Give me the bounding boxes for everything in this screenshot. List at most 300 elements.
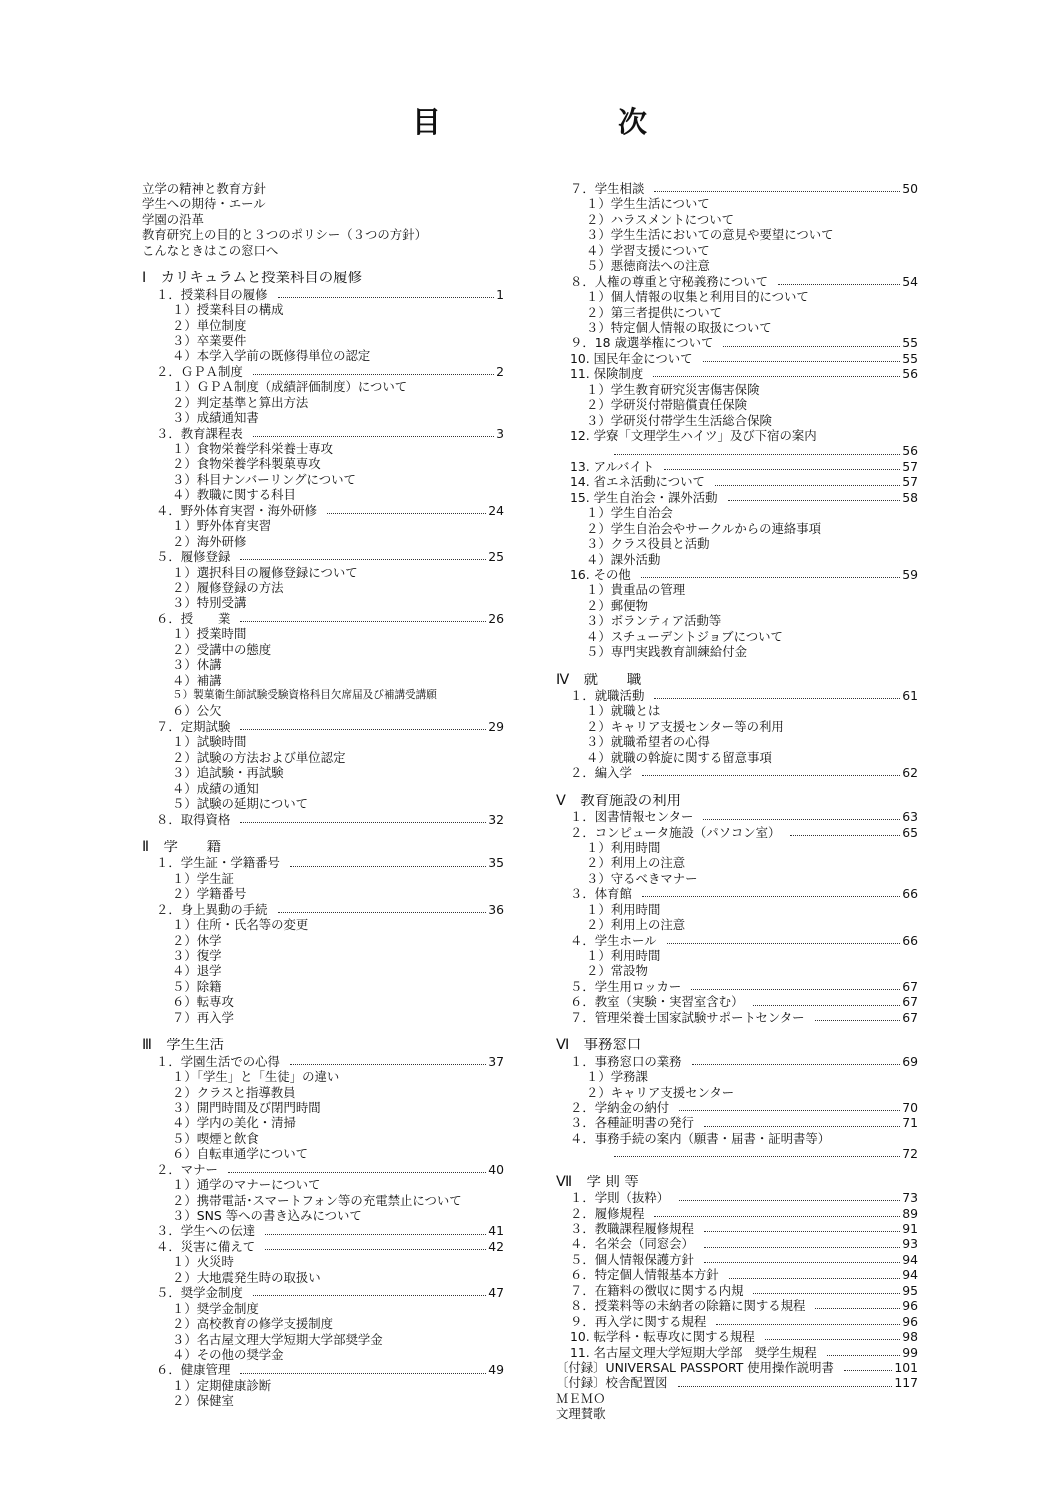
toc-subentry[interactable] (142, 580, 504, 595)
toc-entry-label: ２．履修規程 (570, 1205, 645, 1221)
toc-entry[interactable] (556, 1221, 918, 1236)
toc-subentry[interactable] (556, 397, 918, 412)
toc-entry-label: ７．定期試験 (156, 718, 231, 734)
toc-entry-label: 10. 国民年金について (570, 350, 693, 366)
dot-leader (240, 822, 486, 823)
toc-entry[interactable] (142, 549, 504, 564)
toc-entry-label: ３）就職希望者の心得 (586, 734, 710, 750)
dot-leader (290, 1064, 486, 1065)
toc-entry-label: ２）高校教育の修学支援制度 (172, 1316, 334, 1332)
toc-section-heading[interactable] (142, 840, 504, 855)
toc-subentry[interactable] (142, 1316, 504, 1331)
toc-entry-label: ３）休講 (172, 657, 222, 673)
toc-entry-label: 学園の沿革 (142, 211, 204, 227)
toc-page-number: 62 (902, 765, 918, 781)
toc-subentry[interactable] (142, 688, 504, 703)
toc-entry[interactable] (142, 426, 504, 441)
toc-entry[interactable] (556, 428, 918, 443)
toc-subentry[interactable] (556, 243, 918, 258)
toc-subentry[interactable] (142, 1254, 504, 1269)
toc-entry[interactable] (142, 611, 504, 626)
toc-subentry[interactable] (142, 994, 504, 1009)
toc-subentry[interactable] (142, 1332, 504, 1347)
toc-entry-label: ３．学生への伝達 (156, 1223, 256, 1239)
toc-subentry[interactable] (142, 1270, 504, 1285)
toc-subentry[interactable] (142, 871, 504, 886)
toc-entry[interactable] (556, 979, 918, 994)
toc-subentry[interactable] (142, 379, 504, 394)
toc-entry-label: ２）学研災付帯賠償責任保険 (586, 397, 748, 413)
toc-entry[interactable] (556, 567, 918, 582)
dot-leader (642, 775, 900, 776)
toc-page-number: 72 (902, 1146, 918, 1162)
toc-entry[interactable] (142, 1223, 504, 1238)
toc-entry-label: １）選択科目の履修登録について (172, 564, 358, 580)
toc-entry-label: ２）学籍番号 (172, 886, 247, 902)
toc-entry[interactable] (556, 1252, 918, 1267)
toc-subentry[interactable] (556, 289, 918, 304)
toc-page-number: 56 (902, 443, 918, 459)
toc-entry[interactable] (142, 243, 504, 258)
toc-leader-continuation[interactable] (556, 1146, 918, 1161)
toc-subentry[interactable] (142, 333, 504, 348)
toc-entry-label: １）定期健康診断 (172, 1377, 272, 1393)
toc-subentry[interactable] (142, 750, 504, 765)
toc-entry[interactable] (556, 1345, 918, 1360)
toc-entry-label: １．学則（抜粋） (570, 1190, 670, 1206)
toc-entry[interactable] (556, 688, 918, 703)
section-spacer (556, 781, 918, 794)
dot-leader (253, 1295, 486, 1296)
toc-subentry[interactable] (142, 979, 504, 994)
toc-leader-continuation[interactable] (556, 443, 918, 458)
toc-subentry[interactable] (142, 348, 504, 363)
toc-entry-label: ３）ボランティア活動等 (586, 613, 722, 629)
toc-subentry[interactable] (142, 933, 504, 948)
toc-page-number: 99 (902, 1344, 918, 1360)
toc-subentry[interactable] (556, 196, 918, 211)
toc-entry[interactable] (556, 1375, 918, 1390)
toc-entry-label: ２）試験の方法および単位認定 (172, 749, 346, 765)
toc-subentry[interactable] (142, 1393, 504, 1408)
toc-entry-label: ６．授 業 (156, 610, 231, 626)
toc-entry-label: ２）キャリア支援センター等の利用 (586, 718, 784, 734)
toc-entry-label: ４）課外活動 (586, 551, 661, 567)
title-char-right: 次 (618, 105, 648, 139)
toc-subentry[interactable] (142, 1131, 504, 1146)
toc-entry-label: 12. 学寮「文理学生ハイツ」及び下宿の案内 (570, 428, 817, 443)
toc-subentry[interactable] (142, 487, 504, 502)
toc-entry-label: １）通学のマナーについて (172, 1177, 321, 1193)
toc-entry[interactable] (556, 181, 918, 196)
toc-entry-label: ９．18 歳選挙権について (570, 335, 714, 351)
toc-entry-label: ７）再入学 (172, 1009, 234, 1025)
toc-page-number: 41 (488, 1223, 504, 1239)
toc-subentry[interactable] (556, 413, 918, 428)
dot-leader (290, 866, 486, 867)
toc-entry[interactable] (556, 825, 918, 840)
toc-subentry[interactable] (142, 886, 504, 901)
dot-leader (265, 1234, 486, 1235)
toc-entry[interactable] (556, 1360, 918, 1375)
toc-subentry[interactable] (556, 644, 918, 659)
toc-entry-label: ４）学習支援について (586, 242, 710, 258)
toc-subentry[interactable] (556, 855, 918, 870)
toc-subentry[interactable] (556, 598, 918, 613)
toc-page-number: 93 (902, 1236, 918, 1252)
toc-left-column (142, 181, 504, 1409)
toc-subentry[interactable] (142, 796, 504, 811)
toc-page-number: 37 (488, 1053, 504, 1069)
toc-subentry[interactable] (142, 534, 504, 549)
toc-entry-label: 16. その他 (570, 566, 631, 582)
toc-entry[interactable] (556, 490, 918, 505)
toc-subentry[interactable] (556, 1085, 918, 1100)
toc-entry-label: １．事務窓口の業務 (570, 1053, 682, 1069)
toc-subentry[interactable] (142, 472, 504, 487)
toc-entry-label: ２）ハラスメントについて (586, 211, 735, 227)
toc-entry[interactable] (556, 1314, 918, 1329)
toc-entry-label: ６．教室（実験・実習室含む） (570, 994, 744, 1010)
toc-entry[interactable] (142, 855, 504, 870)
toc-entry-label: ２）履修登録の方法 (172, 579, 284, 595)
toc-entry-label: ３）復学 (172, 948, 222, 963)
toc-subentry[interactable] (556, 382, 918, 397)
toc-entry[interactable] (556, 1298, 918, 1313)
toc-subentry[interactable] (142, 302, 504, 317)
dot-leader (265, 1249, 486, 1250)
toc-subentry[interactable] (142, 673, 504, 688)
toc-entry[interactable] (556, 459, 918, 474)
dot-leader (654, 1216, 900, 1217)
toc-subentry[interactable] (142, 642, 504, 657)
toc-entry[interactable] (556, 1010, 918, 1025)
toc-subentry[interactable] (142, 1085, 504, 1100)
toc-entry-label: ４．野外体育実習・海外研修 (156, 502, 318, 518)
toc-entry-label: ３）特別受講 (172, 595, 247, 611)
toc-entry[interactable] (556, 1267, 918, 1282)
toc-subentry[interactable] (556, 750, 918, 765)
section-spacer (142, 827, 504, 840)
toc-subentry[interactable] (142, 1378, 504, 1393)
dot-leader (253, 436, 494, 437)
toc-entry-label: ５）製菓衛生師試験受験資格科目欠席届及び補講受講願 (172, 689, 437, 701)
toc-page-number: 49 (488, 1362, 504, 1378)
toc-entry-label: ４．事務手続の案内（願書・届書・証明書等） (570, 1130, 831, 1146)
dot-leader (654, 191, 900, 192)
toc-page-number: 56 (902, 366, 918, 382)
dot-leader (703, 819, 900, 820)
toc-entry-label: １）住所・氏名等の変更 (172, 917, 309, 933)
toc-entry[interactable] (556, 1131, 918, 1146)
toc-page-number: 36 (488, 901, 504, 917)
toc-entry-label: 〔付録〕UNIVERSAL PASSPORT 使用操作説明書 (556, 1359, 834, 1375)
toc-subentry[interactable] (142, 703, 504, 718)
toc-entry[interactable] (556, 274, 918, 289)
toc-page-number: 69 (902, 1053, 918, 1069)
toc-subentry[interactable] (556, 871, 918, 886)
toc-entry-label: Ⅲ 学生生活 (142, 1038, 224, 1054)
toc-entry-label: １）貴重品の管理 (586, 582, 686, 598)
dot-leader (765, 1339, 900, 1340)
toc-entry-label: ７．管理栄養士国家試験サポートセンター (570, 1009, 805, 1025)
toc-entry-label: こんなときはこの窓口へ (142, 242, 279, 258)
toc-subentry[interactable] (556, 703, 918, 718)
toc-page-number: 25 (488, 549, 504, 565)
toc-subentry[interactable] (142, 595, 504, 610)
toc-entry-label: ２）判定基準と算出方法 (172, 394, 309, 410)
toc-entry-label: ２）海外研修 (172, 533, 247, 549)
toc-subentry[interactable] (142, 917, 504, 932)
toc-entry[interactable] (556, 933, 918, 948)
toc-subentry[interactable] (142, 1208, 504, 1223)
toc-entry[interactable] (556, 1406, 918, 1421)
dot-leader (815, 1308, 900, 1309)
toc-entry[interactable] (142, 196, 504, 211)
toc-subentry[interactable] (556, 227, 918, 242)
dot-leader (653, 376, 900, 377)
toc-entry[interactable] (142, 902, 504, 917)
toc-entry[interactable] (142, 227, 504, 242)
toc-subentry[interactable] (556, 521, 918, 536)
toc-subentry[interactable] (556, 963, 918, 978)
toc-subentry[interactable] (142, 781, 504, 796)
toc-entry[interactable] (142, 1285, 504, 1300)
toc-subentry[interactable] (142, 456, 504, 471)
toc-subentry[interactable] (556, 734, 918, 749)
dot-leader (691, 989, 900, 990)
toc-entry-label: Ⅶ 学 則 等 (556, 1174, 639, 1190)
toc-entry-label: １）学務課 (586, 1069, 648, 1085)
title-char-left: 目 (412, 105, 442, 139)
dot-leader (723, 346, 900, 347)
toc-section-heading[interactable] (556, 673, 918, 688)
toc-subentry[interactable] (556, 719, 918, 734)
toc-entry-label: ２）保健室 (172, 1393, 234, 1409)
toc-subentry[interactable] (556, 258, 918, 273)
toc-entry-label: ３）守るべきマナー (586, 870, 698, 886)
dot-leader (679, 1110, 900, 1111)
toc-entry[interactable] (556, 1391, 918, 1406)
toc-subentry[interactable] (142, 1100, 504, 1115)
toc-subentry[interactable] (556, 552, 918, 567)
toc-entry-label: ２）キャリア支援センター (586, 1084, 735, 1100)
toc-subentry[interactable] (556, 902, 918, 917)
toc-entry[interactable] (142, 1162, 504, 1177)
toc-subentry[interactable] (142, 395, 504, 410)
toc-page-number: 50 (902, 181, 918, 196)
toc-subentry[interactable] (556, 948, 918, 963)
toc-subentry[interactable] (142, 1010, 504, 1025)
toc-entry[interactable] (142, 1239, 504, 1254)
toc-entry-label: ３）学研災付帯学生生活総合保険 (586, 412, 772, 428)
toc-subentry[interactable] (556, 305, 918, 320)
toc-entry[interactable] (142, 287, 504, 302)
toc-entry[interactable] (556, 1283, 918, 1298)
toc-entry-label: ５）除籍 (172, 978, 222, 994)
toc-subentry[interactable] (142, 318, 504, 333)
toc-entry-label: ３）卒業要件 (172, 332, 247, 348)
toc-entry[interactable] (142, 503, 504, 518)
toc-subentry[interactable] (556, 613, 918, 628)
toc-subentry[interactable] (142, 1069, 504, 1084)
toc-subentry[interactable] (142, 734, 504, 749)
toc-subentry[interactable] (556, 212, 918, 227)
toc-entry-label: ４）その他の奨学金 (172, 1346, 284, 1362)
toc-entry-label: ２）食物栄養学科製菓専攻 (172, 456, 321, 472)
toc-entry[interactable] (142, 181, 504, 196)
toc-entry[interactable] (556, 1206, 918, 1221)
toc-entry-label: ３）開門時間及び閉門時間 (172, 1099, 321, 1115)
toc-subentry[interactable] (556, 320, 918, 335)
toc-subentry[interactable] (556, 629, 918, 644)
toc-subentry[interactable] (142, 1301, 504, 1316)
toc-entry-label: ３）成績通知書 (172, 410, 259, 426)
toc-entry-label: ９．再入学に関する規程 (570, 1313, 707, 1329)
toc-section-heading[interactable] (556, 1175, 918, 1190)
toc-entry-label: ２）利用上の注意 (586, 917, 686, 933)
toc-entry[interactable] (556, 809, 918, 824)
toc-subentry[interactable] (142, 948, 504, 963)
toc-page-number: 66 (902, 932, 918, 948)
toc-entry-label: ２）受講中の態度 (172, 641, 272, 657)
toc-entry[interactable] (142, 212, 504, 227)
toc-subentry[interactable] (142, 657, 504, 672)
dot-leader (844, 1370, 892, 1371)
toc-entry-label: ２．ＧＰＡ制度 (156, 363, 243, 379)
dot-leader (753, 1293, 900, 1294)
toc-entry-label: ８．人権の尊重と守秘義務について (570, 273, 769, 289)
toc-entry[interactable] (556, 886, 918, 901)
dot-leader (228, 1172, 486, 1173)
toc-entry-label: ５）専門実践教育訓練給付金 (586, 644, 748, 660)
toc-page-number: 67 (902, 1009, 918, 1025)
toc-subentry[interactable] (142, 441, 504, 456)
toc-entry[interactable] (142, 812, 504, 827)
toc-entry[interactable] (556, 351, 918, 366)
toc-entry-label: １）野外体育実習 (172, 518, 272, 534)
section-spacer (142, 258, 504, 271)
toc-entry[interactable] (142, 364, 504, 379)
toc-entry-label: 11. 保険制度 (570, 366, 644, 382)
toc-page-number: 55 (902, 335, 918, 351)
dot-leader (692, 1064, 901, 1065)
toc-entry[interactable] (556, 994, 918, 1009)
section-spacer (556, 1162, 918, 1175)
toc-page-number: 95 (902, 1282, 918, 1298)
toc-subentry[interactable] (556, 840, 918, 855)
toc-subentry[interactable] (556, 1069, 918, 1084)
toc-subentry[interactable] (142, 518, 504, 533)
toc-page-number: 73 (902, 1190, 918, 1206)
toc-section-heading[interactable] (142, 1038, 504, 1053)
toc-page-number: 40 (488, 1161, 504, 1177)
dot-leader (327, 513, 486, 514)
toc-subentry[interactable] (142, 1177, 504, 1192)
toc-entry-label: １）利用時間 (586, 839, 661, 855)
toc-subentry[interactable] (142, 1146, 504, 1161)
toc-entry[interactable] (142, 1054, 504, 1069)
toc-entry-label: ２）携帯電話･スマートフォン等の充電禁止について (172, 1192, 462, 1208)
toc-entry-label: １）利用時間 (586, 948, 661, 963)
toc-entry[interactable] (556, 1329, 918, 1344)
toc-page-number: 91 (902, 1221, 918, 1236)
toc-subentry[interactable] (142, 963, 504, 978)
toc-entry-label: ２．コンピュータ施設（パソコン室） (570, 824, 781, 840)
toc-entry[interactable] (556, 1100, 918, 1115)
toc-entry-label: ７．在籍料の徴収に関する内規 (570, 1282, 744, 1298)
toc-entry-label: １）学生教育研究災害傷害保険 (586, 381, 760, 397)
toc-page-number: 55 (902, 350, 918, 366)
toc-subentry[interactable] (556, 536, 918, 551)
toc-subentry[interactable] (142, 410, 504, 425)
toc-entry[interactable] (556, 1190, 918, 1205)
toc-entry-label: ５）悪徳商法への注意 (586, 258, 710, 274)
dot-leader (716, 1324, 900, 1325)
toc-entry-label: 〔付録〕校舎配置図 (556, 1375, 668, 1391)
dot-leader (678, 1386, 893, 1387)
toc-entry-label: ３）名古屋文理大学短期大学部奨学金 (172, 1331, 383, 1347)
toc-entry-label: Ⅰ カリキュラムと授業科目の履修 (142, 271, 362, 287)
toc-entry-label: 15. 学生自治会・課外活動 (570, 489, 718, 505)
toc-section-heading[interactable] (556, 794, 918, 809)
toc-entry[interactable] (556, 474, 918, 489)
dot-leader (815, 1020, 901, 1021)
toc-subentry[interactable] (142, 1347, 504, 1362)
toc-subentry[interactable] (556, 582, 918, 597)
toc-entry-label: １．就職活動 (570, 688, 645, 703)
toc-subentry[interactable] (142, 1115, 504, 1130)
toc-subentry[interactable] (142, 565, 504, 580)
toc-page-number: 94 (902, 1251, 918, 1267)
toc-subentry[interactable] (556, 505, 918, 520)
section-spacer (142, 1025, 504, 1038)
toc-subentry[interactable] (142, 1193, 504, 1208)
toc-entry-label: １）「学生」と「生徒」の違い (172, 1069, 340, 1085)
toc-entry-label: 学生への期待・エール (142, 196, 266, 212)
toc-entry-label: ６）転専攻 (172, 994, 234, 1010)
toc-entry[interactable] (556, 1054, 918, 1069)
toc-subentry[interactable] (556, 917, 918, 932)
toc-entry[interactable] (556, 335, 918, 350)
toc-entry-label: １）奨学金制度 (172, 1300, 259, 1316)
toc-subentry[interactable] (142, 765, 504, 780)
toc-entry[interactable] (556, 1115, 918, 1130)
dot-leader (253, 374, 494, 375)
page-title (0, 100, 1058, 144)
toc-entry[interactable] (556, 366, 918, 381)
toc-page-number: 67 (902, 978, 918, 994)
toc-page-number: 35 (488, 855, 504, 871)
toc-entry-label: ２）学生自治会やサークルからの連絡事項 (586, 520, 822, 536)
toc-entry-label: ４．学生ホール (570, 932, 657, 948)
toc-entry-label: ４）成績の通知 (172, 780, 259, 796)
toc-entry[interactable] (556, 1236, 918, 1251)
toc-entry-label: ８．取得資格 (156, 811, 231, 827)
toc-section-heading[interactable] (556, 1038, 918, 1053)
dot-leader (278, 297, 495, 298)
toc-subentry[interactable] (142, 626, 504, 641)
toc-entry[interactable] (142, 1362, 504, 1377)
toc-entry-label: ３）特定個人情報の取扱について (586, 319, 772, 335)
toc-entry[interactable] (556, 765, 918, 780)
toc-section-heading[interactable] (142, 271, 504, 286)
toc-entry[interactable] (142, 719, 504, 734)
toc-entry-label: ７．学生相談 (570, 181, 645, 196)
toc-entry-label: 教育研究上の目的と３つのポリシー（３つの方針） (142, 227, 427, 243)
toc-page-number: 89 (902, 1205, 918, 1221)
toc-page-number: 63 (902, 809, 918, 825)
